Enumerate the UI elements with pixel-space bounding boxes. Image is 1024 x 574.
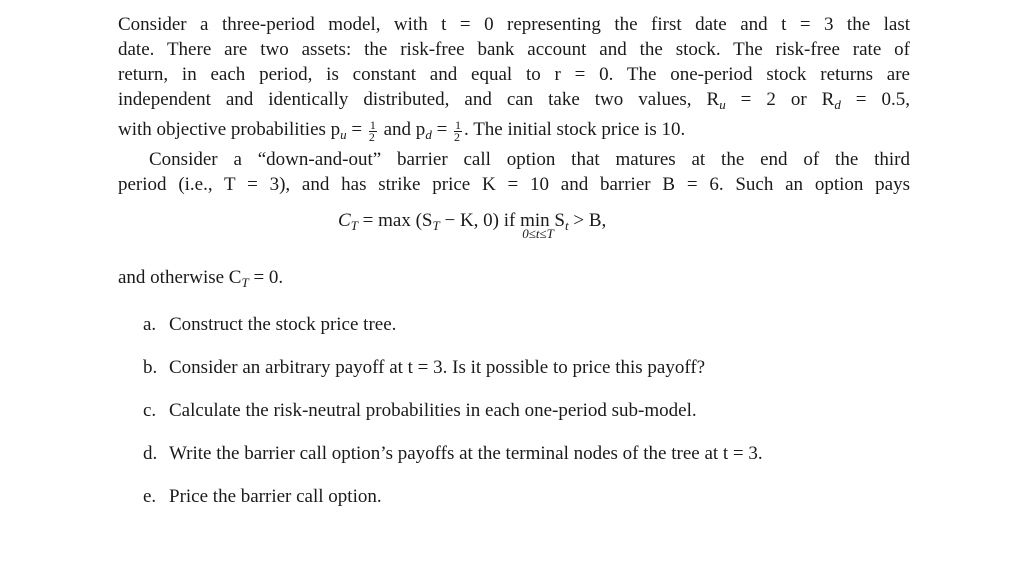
min-subscript: 0≤t≤T bbox=[522, 226, 554, 241]
text-run: . The initial stock price is 10. bbox=[464, 119, 686, 140]
fraction-numerator: 1 bbox=[455, 118, 462, 132]
subscript: T bbox=[241, 275, 249, 290]
list-item bbox=[143, 312, 923, 355]
list-item bbox=[143, 398, 923, 441]
question-list bbox=[143, 312, 923, 527]
list-item bbox=[143, 484, 923, 527]
min-word: min bbox=[520, 210, 550, 231]
paragraph-line: return, in each period, is constant and equal to r = 0. The one-period stock returns are bbox=[118, 64, 910, 85]
formula-text: = max (S bbox=[357, 210, 433, 231]
text-run: = 0. bbox=[248, 267, 284, 288]
fraction-denominator: 2 bbox=[368, 130, 375, 144]
formula-text: > B, bbox=[568, 210, 607, 231]
item-text: Write the barrier call option’s payoffs at the terminal nodes of the tree at t = 3. bbox=[169, 443, 763, 464]
paragraph-line: period (i.e., T = 3), and has strike price K = 10 and barrier B = 6. Such an option pays bbox=[118, 174, 910, 195]
text-run: and p bbox=[378, 119, 426, 140]
subscript: t bbox=[565, 218, 569, 233]
subscript: u bbox=[719, 97, 726, 112]
item-label: d. bbox=[143, 443, 158, 464]
formula-text: − K, 0) if bbox=[439, 210, 521, 231]
subscript: d bbox=[834, 97, 841, 112]
subscript: u bbox=[340, 127, 347, 142]
subscript: T bbox=[432, 218, 440, 233]
formula-text: S bbox=[549, 210, 565, 231]
text-run: = 2 or R bbox=[725, 89, 835, 110]
min-operator bbox=[520, 208, 554, 241]
paragraph-barrier bbox=[118, 147, 910, 197]
paragraph-intro bbox=[118, 12, 910, 147]
text-run: = 0.5, bbox=[840, 89, 910, 110]
item-label: e. bbox=[143, 486, 157, 507]
fraction-denominator: 2 bbox=[454, 130, 461, 144]
item-text: Calculate the risk-neutral probabilities in each one-period sub-model. bbox=[169, 400, 697, 421]
formula-lhs: C bbox=[338, 210, 351, 231]
item-text: Construct the stock price tree. bbox=[169, 314, 397, 335]
paragraph-line bbox=[118, 87, 910, 117]
subscript: d bbox=[425, 127, 432, 142]
payoff-formula bbox=[338, 208, 918, 241]
item-text: Consider an arbitrary payoff at t = 3. Is it possible to price this payoff? bbox=[169, 357, 706, 378]
list-item bbox=[143, 355, 923, 398]
item-label: a. bbox=[143, 314, 157, 335]
paragraph-line: date. There are two assets: the risk-free bank account and the stock. The risk-free rate of bbox=[118, 39, 910, 60]
fraction bbox=[369, 120, 377, 143]
list-item bbox=[143, 441, 923, 484]
text-run: independent and identically distributed, and can take two values, R bbox=[118, 89, 720, 110]
item-label: b. bbox=[143, 357, 158, 378]
text-run: = bbox=[431, 119, 453, 140]
otherwise-line bbox=[118, 265, 283, 295]
paragraph-line: Consider a “down-and-out” barrier call option that matures at the end of the third bbox=[149, 149, 910, 170]
fraction-numerator: 1 bbox=[369, 118, 376, 132]
paragraph-line bbox=[118, 117, 910, 147]
text-run: with objective probabilities p bbox=[118, 119, 341, 140]
text-run: = bbox=[346, 119, 367, 140]
item-label: c. bbox=[143, 400, 157, 421]
text-run: and otherwise C bbox=[118, 267, 242, 288]
problem-text bbox=[118, 12, 910, 507]
paragraph-line: Consider a three-period model, with t = 0 representing the first date and t = 3 the last bbox=[118, 14, 910, 35]
item-text: Price the barrier call option. bbox=[169, 486, 382, 507]
subscript: T bbox=[350, 218, 358, 233]
fraction bbox=[454, 120, 462, 143]
